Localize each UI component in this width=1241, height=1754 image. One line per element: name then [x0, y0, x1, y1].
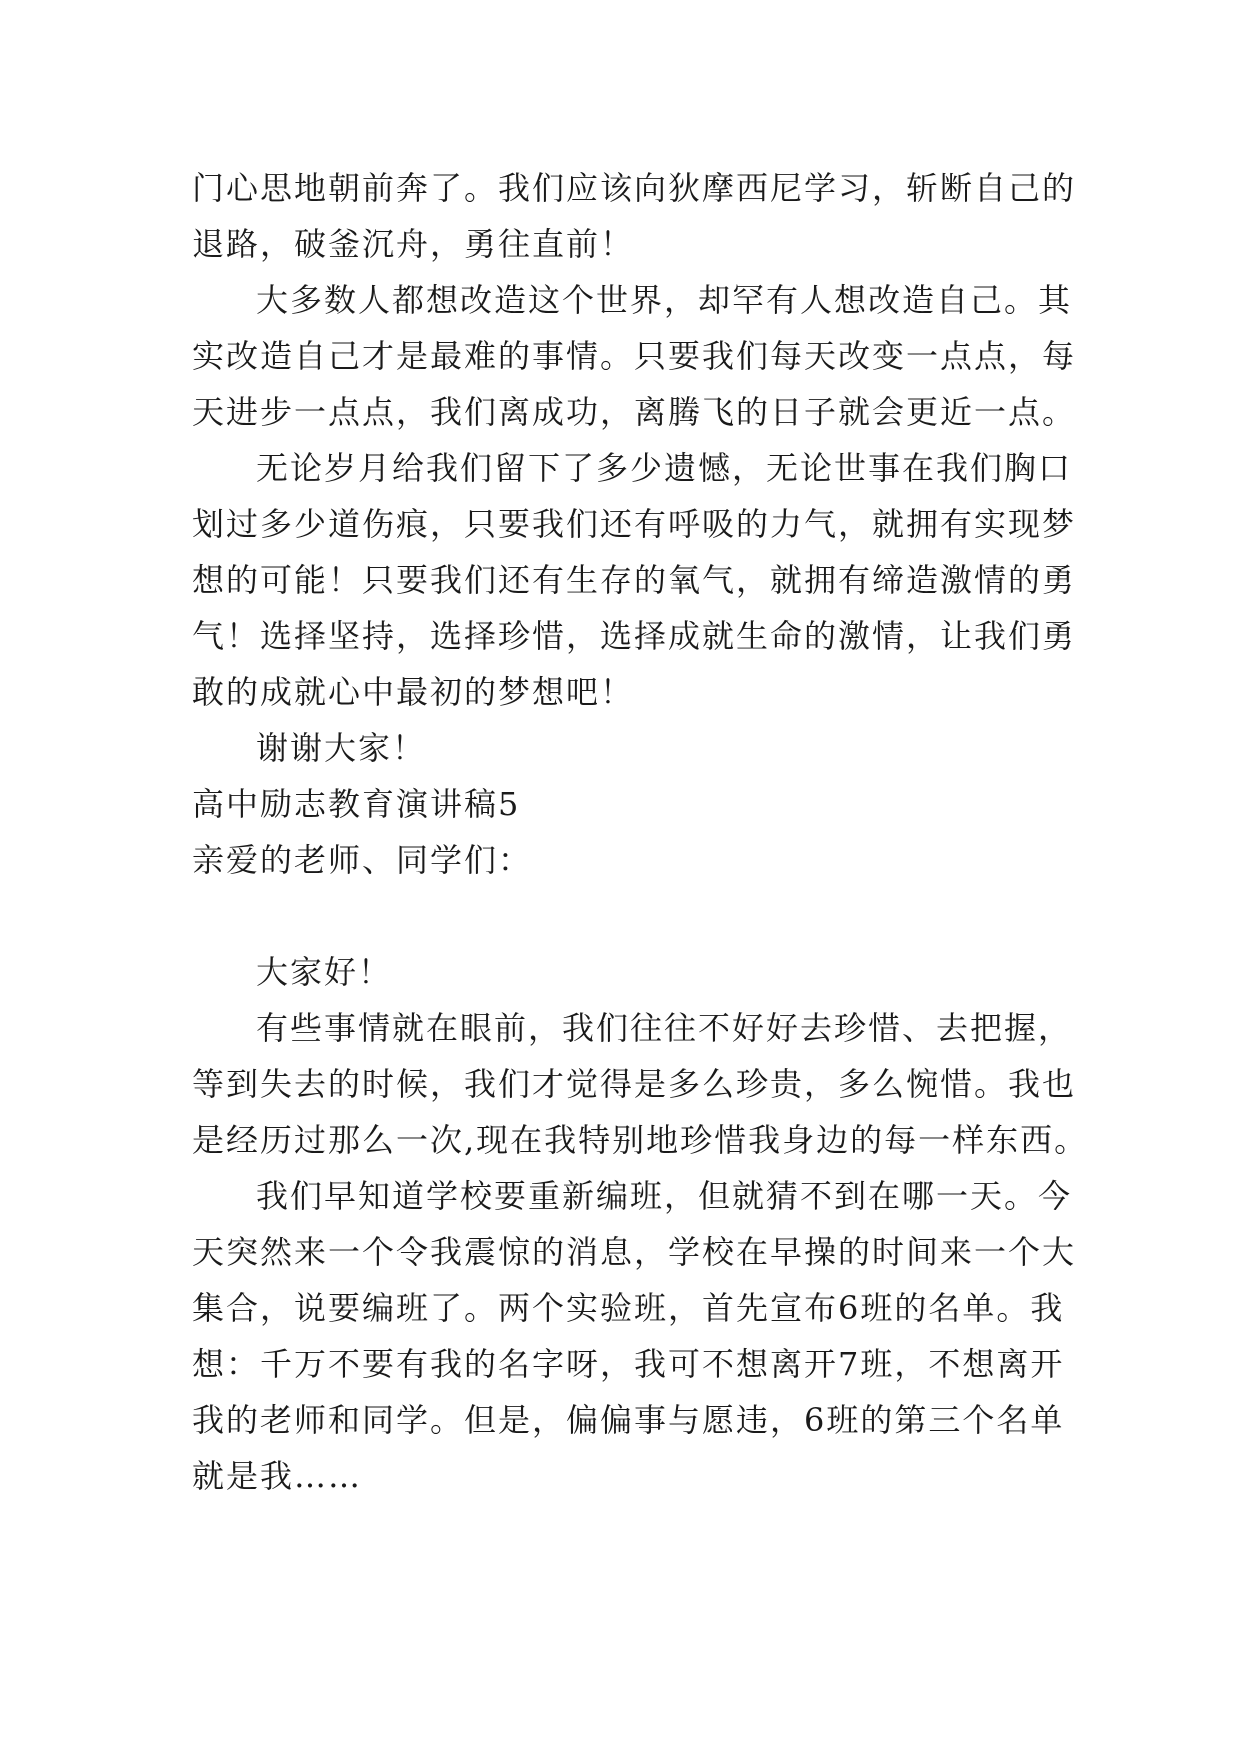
blank-line	[192, 888, 1052, 944]
text-line: 天进步一点点，我们离成功，离腾飞的日子就会更近一点。	[192, 393, 1077, 431]
text-line: 我的老师和同学。但是，偏偏事与愿违，6班的第三个名单	[192, 1401, 1065, 1439]
text-line: 就是我……	[192, 1457, 363, 1495]
text-line: 实改造自己才是最难的事情。只要我们每天改变一点点，每	[192, 337, 1077, 375]
text-line: 等到失去的时候，我们才觉得是多么珍贵，多么惋惜。我也	[192, 1065, 1077, 1103]
text-line: 门心思地朝前奔了。我们应该向狄摩西尼学习，斩断自己的	[192, 169, 1077, 207]
text-line: 想的可能！只要我们还有生存的氧气，就拥有缔造激情的勇	[192, 561, 1077, 599]
section-title: 高中励志教育演讲稿5	[192, 785, 521, 823]
text-line: 划过多少道伤痕，只要我们还有呼吸的力气，就拥有实现梦	[192, 505, 1077, 543]
paragraph-start: 大多数人都想改造这个世界，却罕有人想改造自己。其	[256, 281, 1073, 319]
text-line: 想：千万不要有我的名字呀，我可不想离开7班，不想离开	[192, 1345, 1065, 1383]
salutation: 亲爱的老师、同学们：	[192, 841, 533, 879]
text-line: 退路，破釜沉舟，勇往直前！	[192, 225, 635, 263]
document-page	[192, 160, 1089, 1504]
text-line: 气！选择坚持，选择珍惜，选择成就生命的激情，让我们勇	[192, 617, 1077, 655]
paragraph-start: 有些事情就在眼前，我们往往不好好去珍惜、去把握，	[256, 1009, 1073, 1047]
text-line: 集合，说要编班了。两个实验班，首先宣布6班的名单。我	[192, 1289, 1065, 1327]
paragraph-start: 我们早知道学校要重新编班，但就猜不到在哪一天。今	[256, 1177, 1073, 1215]
greeting: 大家好！	[256, 953, 393, 991]
closing-thanks: 谢谢大家！	[256, 729, 427, 767]
text-line: 敢的成就心中最初的梦想吧！	[192, 673, 635, 711]
text-line: 是经历过那么一次,现在我特别地珍惜我身边的每一样东西。	[192, 1121, 1089, 1159]
paragraph-start: 无论岁月给我们留下了多少遗憾，无论世事在我们胸口	[256, 449, 1073, 487]
text-line: 天突然来一个令我震惊的消息，学校在早操的时间来一个大	[192, 1233, 1077, 1271]
